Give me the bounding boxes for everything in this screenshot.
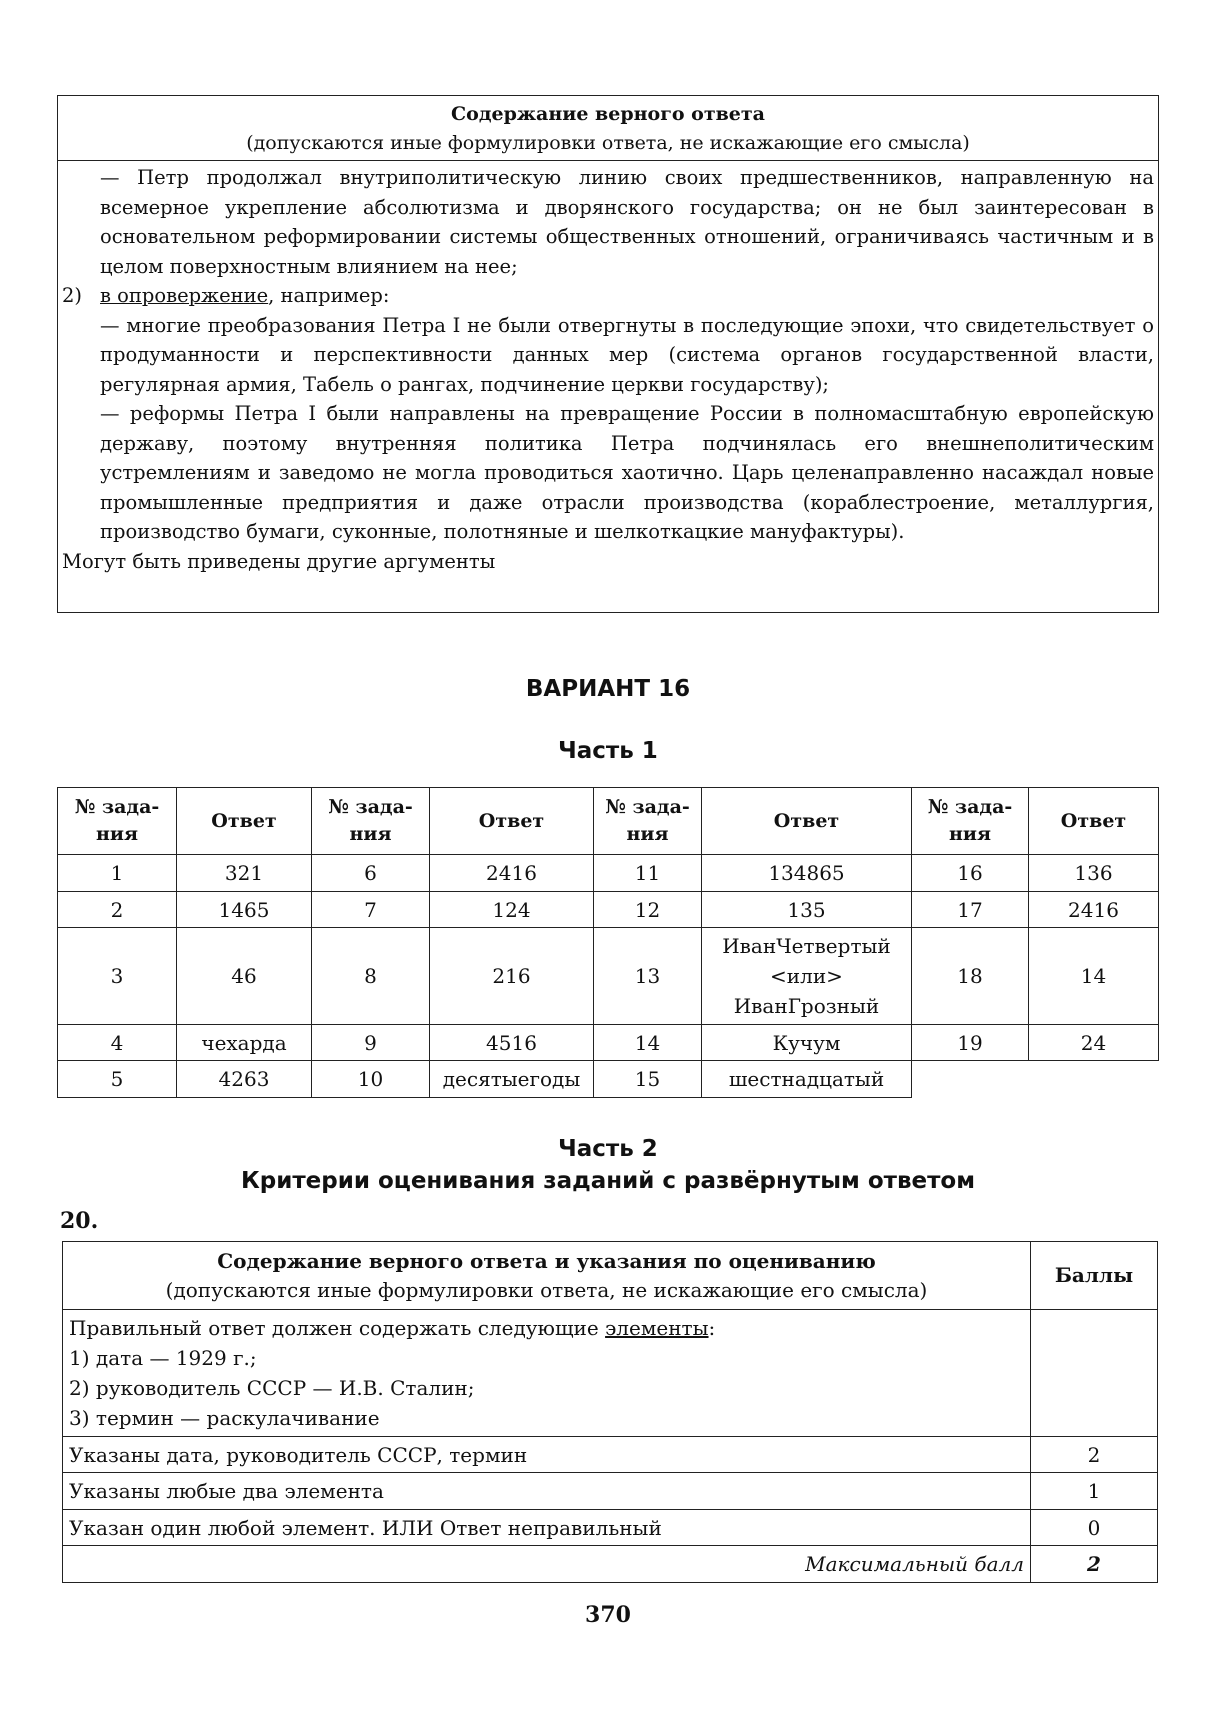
table-cell: 216 — [430, 928, 594, 1025]
table-cell: 11 — [594, 855, 702, 892]
table-cell: 18 — [912, 928, 1029, 1025]
element-item: 2) руководитель СССР — И.В. Сталин; — [69, 1376, 475, 1400]
table-cell: 135 — [702, 892, 912, 928]
elements-intro-text: Правильный ответ должен содержать следующие — [69, 1316, 606, 1340]
header-answer: Ответ — [702, 788, 912, 855]
criteria-score: 2 — [1031, 1437, 1158, 1473]
answer-content-box — [57, 95, 1159, 613]
criteria-score: 0 — [1031, 1510, 1158, 1546]
criteria-row — [63, 1510, 1158, 1546]
item-2 — [62, 281, 1154, 311]
paragraph-2: — многие преобразования Петра I не были отвергнуты в последующие эпохи, что свидетельствует о продуманности и перспективности данных мер (система органов государственной власти, регулярная армия, Табель о рангах, подчинение церкви государству); — [100, 313, 1154, 396]
part1-title: Часть 1 — [558, 738, 658, 764]
table-cell: 13 — [594, 928, 702, 1025]
elements-cell — [63, 1310, 1031, 1437]
table-cell: 17 — [912, 892, 1029, 928]
table-cell: 24 — [1029, 1025, 1159, 1061]
empty-cell — [912, 1061, 1029, 1098]
paragraph-3: — реформы Петра I были направлены на превращение России в полномасштабную европейскую державу, поэтому внутренняя политика Петра подчинялась его внешнеполитическим устремлениям и заведомо не могла проводиться хаотично. Царь целенаправленно насаждал новые промышленные предприятия и даже отрасли производства (кораблестроение, металлургия, производство бумаги, суконные, полотняные и шелкоткацкие мануфактуры). — [100, 402, 1154, 543]
table-cell: 1465 — [177, 892, 312, 928]
part2-title: Часть 2 — [558, 1136, 658, 1162]
header-task-number: № зада- ния — [312, 788, 430, 855]
answer-box-footer: Могут быть приведены другие аргументы — [62, 549, 496, 573]
item-2-number: 2) — [62, 284, 83, 307]
table-row — [58, 928, 1159, 1025]
elements-row — [63, 1310, 1158, 1437]
score-header: Баллы — [1031, 1242, 1158, 1310]
header-answer: Ответ — [177, 788, 312, 855]
header-task-number: № зада- ния — [594, 788, 702, 855]
table-cell: 4263 — [177, 1061, 312, 1098]
table-cell: 12 — [594, 892, 702, 928]
elements-intro-word: элементы — [605, 1316, 709, 1340]
header-answer: Ответ — [1029, 788, 1159, 855]
table-row — [58, 892, 1159, 928]
table-cell: ИванЧетвертый <или> ИванГрозный — [702, 928, 912, 1025]
item-2-rest: , например: — [268, 284, 390, 307]
criteria-header-row — [63, 1242, 1158, 1310]
elements-score-cell — [1031, 1310, 1158, 1437]
criteria-row — [63, 1437, 1158, 1473]
table-cell: 46 — [177, 928, 312, 1025]
header-task-number: № зада- ния — [58, 788, 177, 855]
table-header-row — [58, 788, 1159, 855]
table-cell: 15 — [594, 1061, 702, 1098]
criteria-row — [63, 1473, 1158, 1510]
element-item: 1) дата — 1929 г.; — [69, 1346, 257, 1370]
table-cell: 10 — [312, 1061, 430, 1098]
criteria-text: Указаны дата, руководитель СССР, термин — [63, 1437, 1031, 1473]
table-cell: 7 — [312, 892, 430, 928]
task-number: 20. — [60, 1208, 99, 1234]
empty-cell — [1029, 1061, 1159, 1098]
table-cell: 5 — [58, 1061, 177, 1098]
table-cell: 2416 — [430, 855, 594, 892]
table-cell: 3 — [58, 928, 177, 1025]
table-cell: 4516 — [430, 1025, 594, 1061]
variant-title: ВАРИАНТ 16 — [525, 676, 691, 702]
answer-box-title: Содержание верного ответа — [451, 103, 765, 125]
table-cell: десятыегоды — [430, 1061, 594, 1098]
answer-box-body — [58, 161, 1158, 576]
table-cell: 1 — [58, 855, 177, 892]
table-cell: 134865 — [702, 855, 912, 892]
elements-intro-colon: : — [708, 1316, 716, 1340]
table-row — [58, 855, 1159, 892]
header-task-number: № зада- ния — [912, 788, 1029, 855]
max-score-row — [63, 1546, 1158, 1583]
table-row — [58, 1061, 1159, 1098]
table-cell: чехарда — [177, 1025, 312, 1061]
table-cell: Кучум — [702, 1025, 912, 1061]
table-cell: 4 — [58, 1025, 177, 1061]
part2-subtitle: Критерии оценивания заданий с развёрнутым ответом — [240, 1168, 976, 1194]
header-answer: Ответ — [430, 788, 594, 855]
task20-criteria-table — [62, 1241, 1158, 1583]
criteria-text: Указаны любые два элемента — [63, 1473, 1031, 1510]
elements-intro — [69, 1313, 1024, 1343]
table-cell: 9 — [312, 1025, 430, 1061]
page-number: 370 — [585, 1602, 631, 1628]
paragraph-1: — Петр продолжал внутриполитическую линию своих предшественников, направленную на всемерное укрепление абсолютизма и дворянского государства; он не был заинтересован в основательном реформировании системы общественных отношений, ограничиваясь частичным и в целом поверхностным влиянием на нее; — [100, 166, 1154, 278]
table-cell: 136 — [1029, 855, 1159, 892]
criteria-text: Указан один любой элемент. ИЛИ Ответ неправильный — [63, 1510, 1031, 1546]
table-cell: 16 — [912, 855, 1029, 892]
table-cell: 2416 — [1029, 892, 1159, 928]
table-cell: 19 — [912, 1025, 1029, 1061]
table-cell: 8 — [312, 928, 430, 1025]
table-row — [58, 1025, 1159, 1061]
element-item: 3) термин — раскулачивание — [69, 1406, 380, 1430]
max-score-label: Максимальный балл — [63, 1546, 1031, 1583]
item-2-label: в опровержение — [100, 284, 269, 307]
criteria-score: 1 — [1031, 1473, 1158, 1510]
criteria-header-title: Содержание верного ответа и указания по оцениванию — [217, 1248, 876, 1273]
max-score-value: 2 — [1031, 1546, 1158, 1583]
criteria-header-cell — [63, 1242, 1031, 1310]
table-cell: 14 — [1029, 928, 1159, 1025]
table-cell: 321 — [177, 855, 312, 892]
part1-answers-table — [57, 787, 1159, 1098]
table-cell: 124 — [430, 892, 594, 928]
table-cell: 14 — [594, 1025, 702, 1061]
table-cell: 6 — [312, 855, 430, 892]
answer-box-subtitle: (допускаются иные формулировки ответа, не искажающие его смысла) — [246, 132, 970, 154]
table-cell: шестнадцатый — [702, 1061, 912, 1098]
table-cell: 2 — [58, 892, 177, 928]
criteria-header-subtitle: (допускаются иные формулировки ответа, не искажающие его смысла) — [165, 1277, 928, 1302]
answer-box-header — [58, 96, 1158, 161]
